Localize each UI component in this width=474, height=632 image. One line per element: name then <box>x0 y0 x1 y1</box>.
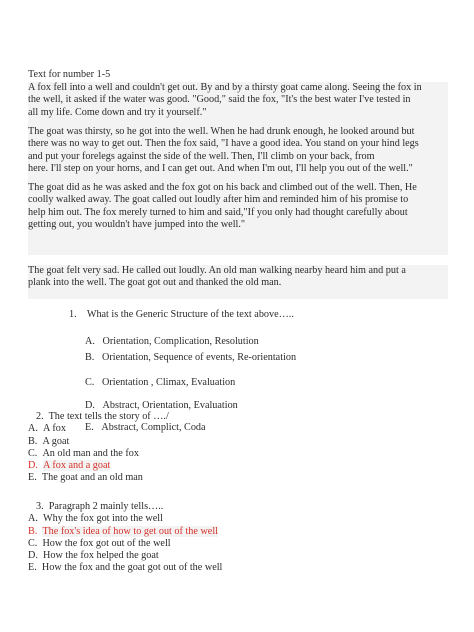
q2-option-d-answer <box>28 460 169 472</box>
passage-line: and put your forelegs against the side of the well. Then, I'll climb on your back, from <box>28 150 375 162</box>
passage-paragraph-4 <box>28 265 448 299</box>
passage-line: The goat felt very sad. He called out loudly. An old man walking nearby heard him and put a <box>28 265 406 276</box>
option-letter: C. <box>85 377 95 388</box>
option-letter: A. <box>28 423 38 435</box>
passage-line: coolly walked away. The goat called out loudly after him and reminded him of his promise to <box>28 194 409 206</box>
option-text: Abstract, Orientation, Evaluation <box>102 400 238 411</box>
q1-option-b <box>85 352 296 364</box>
q2-option-e <box>28 472 169 484</box>
question-number: 1. <box>69 309 77 320</box>
option-text: Orientation , Climax, Evaluation <box>101 377 236 388</box>
option-letter: E. <box>28 562 37 574</box>
option-letter: C. <box>28 537 38 549</box>
option-text: An old man and the fox <box>42 447 139 459</box>
question-number: 3. <box>36 501 44 512</box>
q2-option-c <box>28 448 169 460</box>
section-heading: Text for number 1-5 <box>28 69 111 80</box>
question-number: 2. <box>36 411 44 422</box>
option-letter: A. <box>28 513 38 525</box>
q3-option-b-answer <box>28 526 222 538</box>
question-3 <box>28 501 222 575</box>
option-text: Abstract, Complict, Coda <box>101 422 206 433</box>
q3-option-a <box>28 513 222 525</box>
option-letter: D. <box>85 400 95 411</box>
passage-line: getting out, you wouldn't have jumped into the well." <box>28 218 246 230</box>
passage-line: the well, it asked if the water was good. "Good," said the fox, "It's the best water I've tested in <box>28 94 411 106</box>
q1-option-a <box>85 336 259 348</box>
option-text: A fox <box>43 423 66 435</box>
q1-option-d <box>85 400 238 412</box>
option-text: Orientation, Complication, Resolution <box>102 336 259 347</box>
question-1 <box>69 309 294 321</box>
question-text: Paragraph 2 mainly tells….. <box>48 501 164 512</box>
passage-line: all my life. Come down and try it yourself." <box>28 106 207 118</box>
passage-line: The goat did as he was asked and the fox got on his back and climbed out of the well. Then, He <box>28 182 417 193</box>
q3-option-c <box>28 538 222 550</box>
passage-line: plank into the well. The goat got out and thanked the old man. <box>28 277 282 289</box>
option-letter: D. <box>28 460 38 472</box>
passage-line: The goat was thirsty, so he got into the well. When he had drunk enough, he looked around but <box>28 126 415 137</box>
passage-line: A fox fell into a well and couldn't get out. By and by a thirsty goat came along. Seeing the fox in <box>28 82 422 93</box>
passage-paragraph-1 <box>28 82 448 128</box>
question-text: What is the Generic Structure of the text above….. <box>86 309 294 320</box>
option-letter: B. <box>85 352 95 363</box>
passage-line: here. I'll step on your horns, and I can get out. And when I'm out, I'll help you out of the well." <box>28 162 413 174</box>
option-text: The goat and an old man <box>41 472 143 484</box>
option-text: Orientation, Sequence of events, Re-orientation <box>101 352 297 363</box>
q3-option-e <box>28 562 222 574</box>
passage-paragraph-3 <box>28 182 448 255</box>
option-text: How the fox helped the goat <box>43 550 159 562</box>
option-letter: E. <box>85 422 94 433</box>
option-text: Why the fox got into the well <box>43 513 163 525</box>
option-text: A goat <box>42 435 70 447</box>
option-letter: A. <box>85 336 95 347</box>
passage-line: there was no way to get out. Then the fox said, "I have a good idea. You stand on your hind legs <box>28 138 419 150</box>
q1-option-c <box>85 377 235 389</box>
q1-option-e <box>85 422 206 434</box>
option-text: How the fox got out of the well <box>42 537 171 549</box>
passage-paragraph-2 <box>28 126 448 184</box>
option-letter: D. <box>28 550 38 562</box>
option-letter: C. <box>28 447 38 459</box>
q2-option-b <box>28 436 169 448</box>
option-text: A fox and a goat <box>43 460 111 472</box>
question-text: The text tells the story of …./ <box>48 411 169 422</box>
option-letter: E. <box>28 472 37 484</box>
option-letter: B. <box>28 525 38 537</box>
option-text: The fox's idea of how to get out of the well <box>42 525 218 537</box>
passage-line: help him out. The fox merely turned to him and said,"If you only had thought carefully about <box>28 206 408 218</box>
option-text: How the fox and the goat got out of the well <box>41 562 223 574</box>
option-letter: B. <box>28 435 38 447</box>
q3-option-d <box>28 550 222 562</box>
